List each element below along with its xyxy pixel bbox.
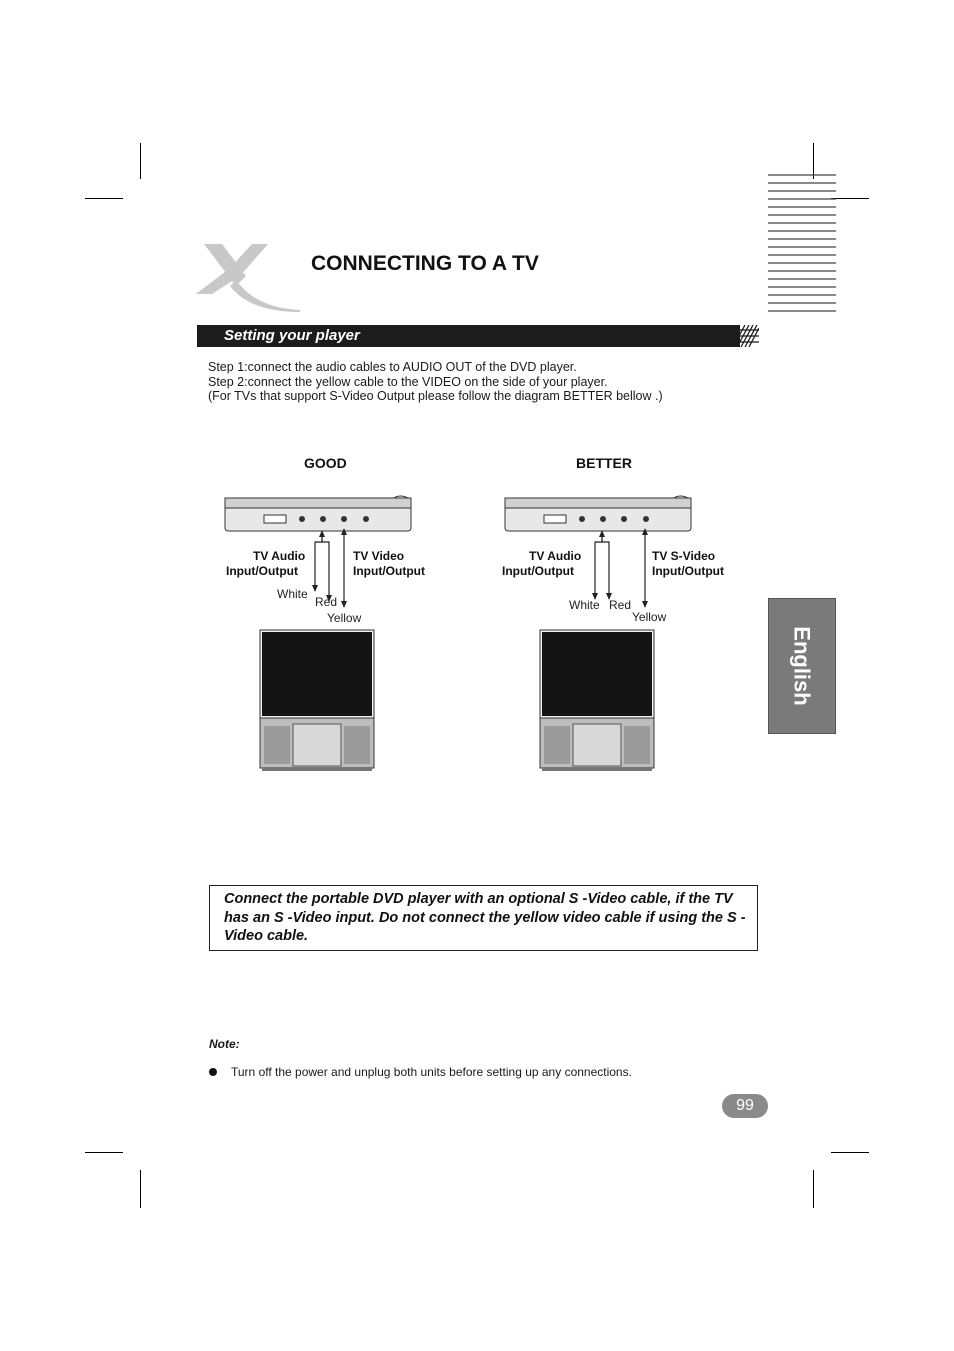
good-wire-red: Red <box>315 595 338 609</box>
crop-mark <box>85 1152 123 1153</box>
better-wire-yellow: Yellow <box>632 610 667 624</box>
tv-illustration <box>539 629 655 772</box>
better-audio-label-line2: Input/Output <box>502 564 574 578</box>
page-title: CONNECTING TO A TV <box>311 252 539 275</box>
good-audio-label-line1: TV Audio <box>253 549 306 563</box>
better-video-label-line2: Input/Output <box>652 564 724 578</box>
crop-mark <box>831 1152 869 1153</box>
step-note-text: (For TVs that support S-Video Output please follow the diagram BETTER bellow .) <box>208 389 663 403</box>
tv-illustration <box>259 629 375 772</box>
crop-mark <box>831 198 869 199</box>
diagram-good-title: GOOD <box>304 455 347 471</box>
dvd-player-illustration <box>224 494 412 532</box>
note-title: Note: <box>209 1037 240 1051</box>
crop-mark <box>140 143 141 179</box>
page-number: 99 <box>722 1094 768 1118</box>
callout-text: Connect the portable DVD player with an optional S -Video cable, if the TV has an S -Video input. Do not connect the yellow video cable if using the S -Video cable. <box>224 891 746 944</box>
note-item: Turn off the power and unplug both units before setting up any connections. <box>231 1065 632 1079</box>
better-audio-label-line1: TV Audio <box>529 549 582 563</box>
better-video-label-line1: TV S-Video <box>652 549 716 563</box>
language-tab-label-wrap <box>768 598 836 734</box>
good-wire-white: White <box>277 587 308 601</box>
diagram-better-title: BETTER <box>576 455 632 471</box>
crop-mark <box>813 1170 814 1208</box>
good-wire-yellow: Yellow <box>327 611 362 625</box>
crop-mark <box>140 1170 141 1208</box>
section-heading: Setting your player <box>224 327 360 344</box>
better-wire-red: Red <box>609 598 632 612</box>
decorative-stripes <box>768 172 836 314</box>
language-tab-label: English <box>790 626 816 706</box>
bullet-icon <box>209 1068 217 1076</box>
brand-x-logo <box>196 240 302 312</box>
dvd-player-illustration <box>504 494 692 532</box>
better-wire-white: White <box>569 598 600 612</box>
section-bar-hatch <box>733 325 759 347</box>
good-video-label-line2: Input/Output <box>353 564 425 578</box>
crop-mark <box>85 198 123 199</box>
step-1-text: Step 1:connect the audio cables to AUDIO OUT of the DVD player. <box>208 360 577 374</box>
good-audio-label-line2: Input/Output <box>226 564 298 578</box>
step-2-text: Step 2:connect the yellow cable to the VIDEO on the side of your player. <box>208 375 608 389</box>
good-video-label-line1: TV Video <box>353 549 405 563</box>
